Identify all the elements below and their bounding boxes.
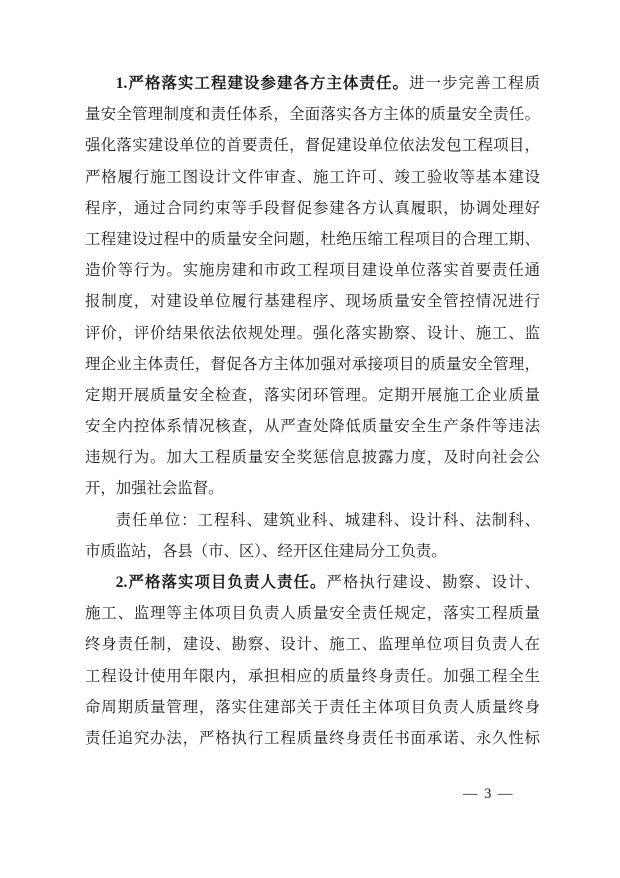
bold-text-run: 1.严格落实工程建设参建各方主体责任。 [115,75,410,92]
text-line [85,349,540,380]
text-line [85,567,540,598]
text-line [85,536,540,567]
text-line [85,380,540,411]
text-run: 安全内控体系情况核查，从严查处降低质量安全生产条件等违法 [85,418,540,436]
text-run: 报制度，对建设单位履行基建程序、现场质量安全管控情况进行 [85,293,540,311]
text-line [85,130,540,161]
text-line [85,224,540,255]
text-run: 责任单位：工程科、建筑业科、城建科、设计科、法制科、 [115,511,540,529]
text-line [85,661,540,692]
text-run: 违规行为。加大工程质量安全奖惩信息披露力度，及时向社会公 [85,449,540,467]
text-line [85,162,540,193]
text-run: 定期开展质量安全检查，落实闭环管理。定期开展施工企业质量 [85,386,540,404]
bold-text-run: 2.严格落实项目负责人责任。 [115,574,327,591]
text-run: 责任追究办法，严格执行工程质量终身责任书面承诺、永久性标 [85,729,540,747]
document-body [85,68,540,754]
text-run: 施工、监理等主体项目负责人质量安全责任规定，落实工程质量 [85,605,540,623]
text-run: 评价，评价结果依法依规处理。强化落实勘察、设计、施工、监 [85,324,540,342]
text-run: 进一步完善工程质 [409,75,540,92]
text-line [85,411,540,442]
text-line [85,68,540,99]
text-run: 工程建设过程中的质量安全问题，杜绝压缩工程项目的合理工期、 [85,230,540,248]
text-run: 开，加强社会监督。 [85,480,224,498]
text-run: 命周期质量管理，落实住建部关于责任主体项目负责人质量终身 [85,698,540,716]
text-run: 程序，通过合同约束等手段督促参建各方认真履职，协调处理好 [85,199,540,217]
text-line [85,99,540,130]
text-run: 市质监站，各县（市、区）、经开区住建局分工负责。 [85,542,447,560]
text-line [85,598,540,629]
text-run: 理企业主体责任，督促各方主体加强对承接项目的质量安全管理， [85,355,540,373]
text-line [85,723,540,754]
text-line [85,473,540,504]
text-line [85,286,540,317]
text-line [85,193,540,224]
text-run: 严格执行建设、勘察、设计、 [326,574,540,591]
text-line [85,442,540,473]
text-run: 终身责任制，建设、勘察、设计、施工、监理单位项目负责人在 [85,636,540,654]
text-line [85,505,540,536]
text-line [85,629,540,660]
text-line [85,318,540,349]
page-number: — 3 — [463,786,514,802]
text-line [85,255,540,286]
text-run: 强化落实建设单位的首要责任，督促建设单位依法发包工程项目， [85,137,540,155]
text-line [85,692,540,723]
text-run: 工程设计使用年限内，承担相应的质量终身责任。加强工程全生 [85,667,540,685]
text-run: 量安全管理制度和责任体系，全面落实各方主体的质量安全责任。 [85,106,540,124]
text-run: 严格履行施工图设计文件审查、施工许可、竣工验收等基本建设 [85,168,540,186]
text-run: 造价等行为。实施房建和市政工程项目建设单位落实首要责任通 [85,262,540,280]
